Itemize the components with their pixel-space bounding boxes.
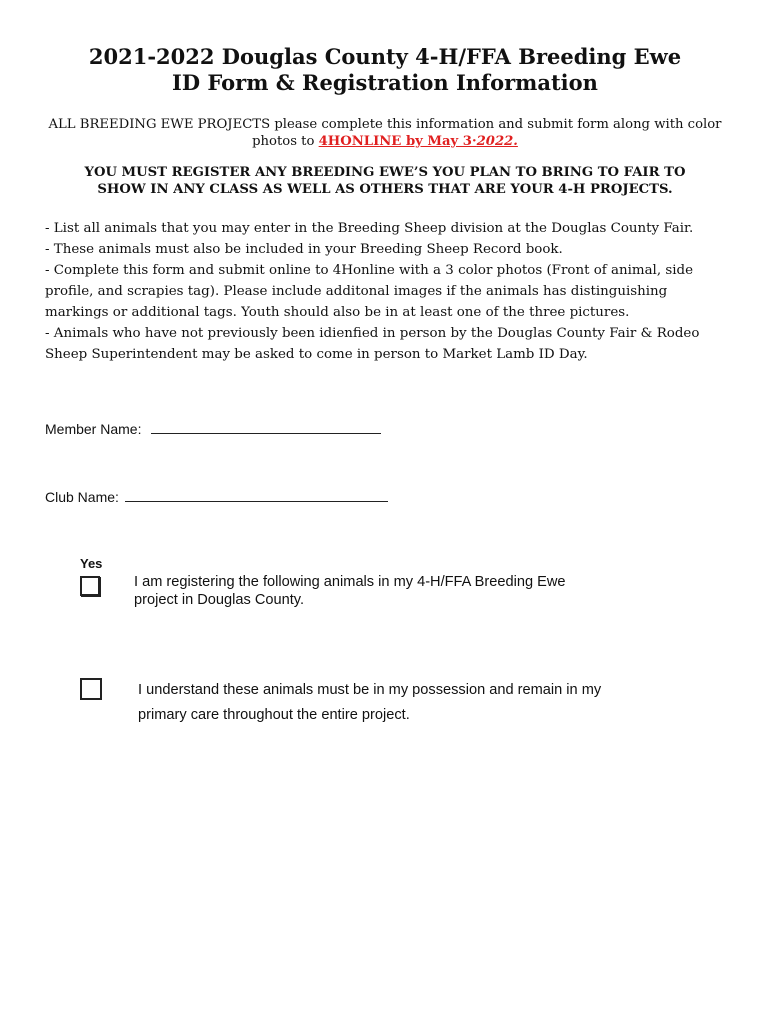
member-name-field[interactable] <box>151 419 381 434</box>
club-name-field[interactable] <box>125 487 388 502</box>
registration-checkbox[interactable] <box>80 576 100 596</box>
possession-statement-line-1: I understand these animals must be in my possession and remain in my <box>138 682 602 698</box>
title-line-1: 2021-2022 Douglas County 4-H/FFA Breeding Ewe <box>88 44 682 69</box>
rule-item: - List all animals that you may enter in the Breeding Sheep division at the Douglas County Fair. <box>45 221 694 236</box>
registration-statement-line-1: I am registering the following animals in my 4-H/FFA Breeding Ewe <box>134 574 566 590</box>
intro-paragraph <box>40 116 730 150</box>
member-name-row <box>45 419 381 437</box>
rule-item: - These animals must also be included in your Breeding Sheep Record book. <box>45 242 563 257</box>
registration-statement <box>134 573 566 609</box>
intro-text: ALL BREEDING EWE PROJECTS please complete this information and submit form along with color photos to <box>48 117 722 149</box>
deadline-text: 4HONLINE by May 3 <box>318 134 472 149</box>
member-name-label: Member Name: <box>45 421 142 437</box>
club-name-row <box>45 487 388 505</box>
registration-warning <box>50 164 720 198</box>
form-title <box>0 44 770 96</box>
club-name-label: Club Name: <box>45 489 119 505</box>
possession-statement <box>138 678 601 728</box>
deadline-separator: · <box>472 134 477 149</box>
deadline-year: 2022. <box>476 134 518 149</box>
warning-line-2: SHOW IN ANY CLASS AS WELL AS OTHERS THAT ARE YOUR 4-H PROJECTS. <box>97 182 673 197</box>
yes-label: Yes <box>80 556 103 571</box>
rules-list <box>45 218 735 365</box>
title-line-2: ID Form & Registration Information <box>172 70 598 95</box>
rule-item: - Complete this form and submit online to 4Honline with a 3 color photos (Front of animal, side profile, and scrapies tag). Please include additonal images if the animals has distinguishing markings or additional tags. Youth should also be in at least one of the three pictures. <box>45 263 693 320</box>
warning-line-1: YOU MUST REGISTER ANY BREEDING EWE’S YOU PLAN TO BRING TO FAIR TO <box>84 165 686 180</box>
registration-statement-line-2: project in Douglas County. <box>134 592 305 608</box>
possession-checkbox[interactable] <box>80 678 102 700</box>
possession-statement-line-2: primary care throughout the entire project. <box>138 707 410 723</box>
rule-item: - Animals who have not previously been idienfied in person by the Douglas County Fair & Rodeo Sheep Superintendent may be asked to come in person to Market Lamb ID Day. <box>45 326 700 362</box>
deadline-link[interactable] <box>319 134 518 149</box>
